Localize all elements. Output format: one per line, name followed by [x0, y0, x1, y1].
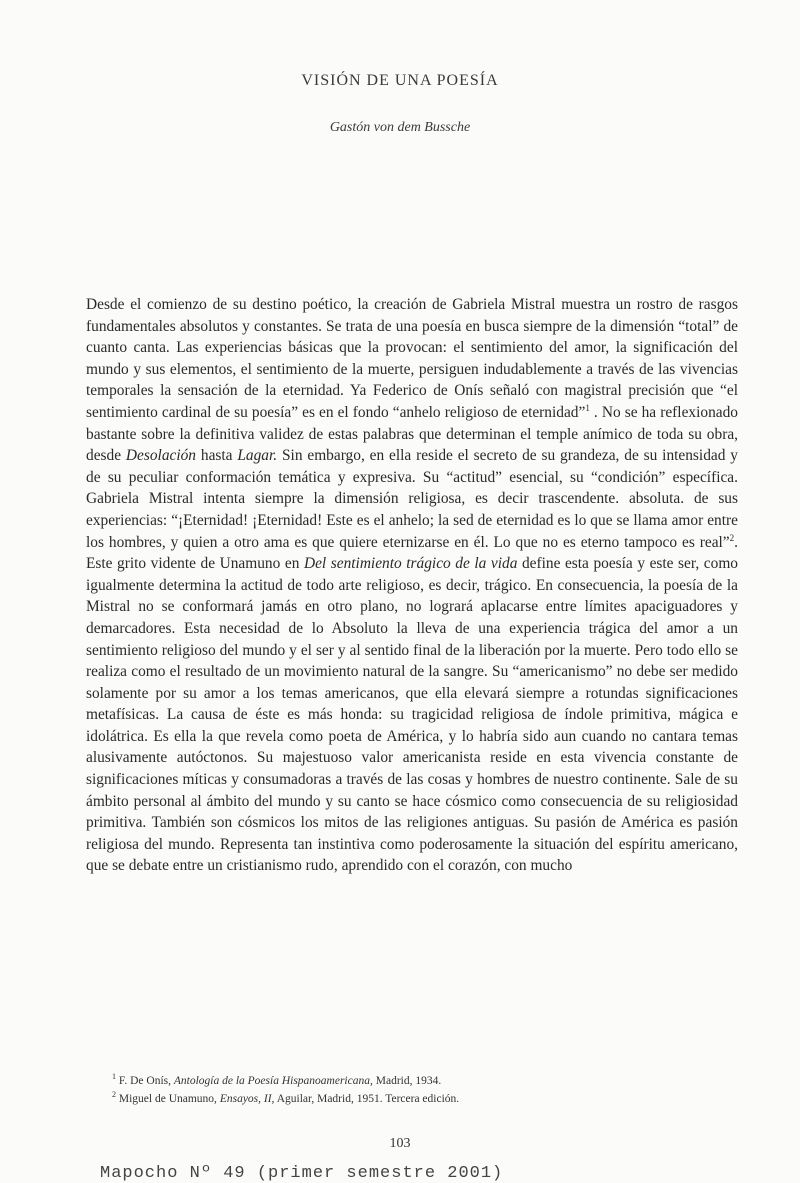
footnote-mark: 1: [112, 1072, 116, 1082]
article-body: [86, 294, 738, 877]
body-text-part: hasta: [200, 447, 233, 465]
body-text-part: . No se ha reflexionado bastante sobre la definitiva validez de estas palabras que determinan el temple anímico de toda su obra, desde: [86, 403, 738, 465]
footnote-ref-1: 1: [585, 402, 590, 413]
page-number: 103: [389, 1136, 411, 1151]
footnote-text: Madrid, 1934.: [375, 1075, 442, 1087]
book-title-lagar: Lagar.: [237, 447, 278, 465]
footnote-ref-2: 2: [729, 532, 735, 543]
article-title: VISIÓN DE UNA POESÍA: [301, 72, 499, 89]
footnote-book-title: Antología de la Poesía Hispanoamericana,: [173, 1075, 373, 1087]
footnote-book-title: Ensayos, II,: [219, 1093, 275, 1105]
footnote-1: [112, 1072, 712, 1090]
journal-citation: Mapocho Nº 49 (primer semestre 2001): [100, 1164, 504, 1183]
footnote-text: Aguilar, Madrid, 1951. Tercera edición.: [276, 1093, 460, 1105]
body-text-part: Sin embargo, en ella reside el secreto de su grandeza, de su intensidad y de su peculiar conformación temática y expresiva. Su “actitud” esencial, su “condición” específica. Gabriela Mistral intenta siempre la dimensión religiosa, es decir trascendente. absoluta. de sus experiencias: “¡Eternidad! ¡Eternidad! Este es el anhelo; la sed de eternidad es lo que se llama amor entre los hombres, y quien a otro ama es que quiere eternizarse en él. Lo que no es eterno tampoco es real”: [86, 447, 738, 551]
footnotes: [112, 1072, 712, 1108]
book-title-desolacion: Desolación: [125, 447, 197, 465]
body-text-part: Desde el comienzo de su destino poético, la creación de Gabriela Mistral muestra un rostro de rasgos fundamentales absolutos y constantes. Se trata de una poesía en busca siempre de la dimensión “total” de cuanto canta. Las experiencias básicas que la provocan: el sentimiento del amor, la significación del mundo y sus elementos, el sentimiento de la muerte, persiguen indudablemente a través de las vivencias temporales la sensación de la eternidad. Ya Federico de Onís señaló con magistral precisión que “el sentimiento cardinal de su poesía” es en el fondo “anhelo religioso de eternidad”: [86, 296, 738, 421]
body-text-part: define esta poesía y este ser, como igualmente determina la actitud de todo arte religioso, es decir, trágico. En consecuencia, la poesía de la Mistral no se conformará jamás en otro plano, no logrará aplacarse entre límites apaciguadores y demarcadores. Esta necesidad de lo Absoluto la lleva de una experiencia trágica del amor a un sentimiento religioso del mundo y el ser y al sentido final de la liberación por la muerte. Pero todo ello se realiza como el resultado de un movimiento natural de la sangre. Su “americanismo” no debe ser medido solamente por su amor a los temas americanos, que ella elevará siempre a rotundas significaciones metafísicas. La causa de éste es más honda: su tragicidad religiosa de índole primitiva, mágica e idolátrica. Es ella la que revela como poeta de América, y lo habría sido aun cuando no cantara temas alusivamente autóctonos. Su majestuoso valor americanista reside en esta vivencia constante de significaciones míticas y consumadoras a través de las cosas y hombres de nuestro continente. Sale de su ámbito personal al ámbito del mundo y su canto se hace cósmico como consecuencia de su religiosidad primitiva. También son cósmicos los mitos de las religiones antiguas. Su pasión de América es pasión religiosa del mundo. Representa tan instintiva como poderosamente la situación del espíritu americano, que se debate entre un cristianismo rudo, aprendido con el corazón, con mucho: [86, 555, 738, 875]
footnote-text: Miguel de Unamuno,: [118, 1093, 217, 1105]
book-title-sentimiento: Del sentimiento trágico de la vida: [303, 555, 518, 573]
footnote-2: [112, 1090, 712, 1108]
footnote-mark: 2: [112, 1090, 116, 1100]
article-author: Gastón von dem Bussche: [329, 120, 471, 135]
footnote-text: F. De Onís,: [118, 1075, 171, 1087]
body-text-part: . Este grito vidente de Unamuno en: [86, 533, 738, 573]
